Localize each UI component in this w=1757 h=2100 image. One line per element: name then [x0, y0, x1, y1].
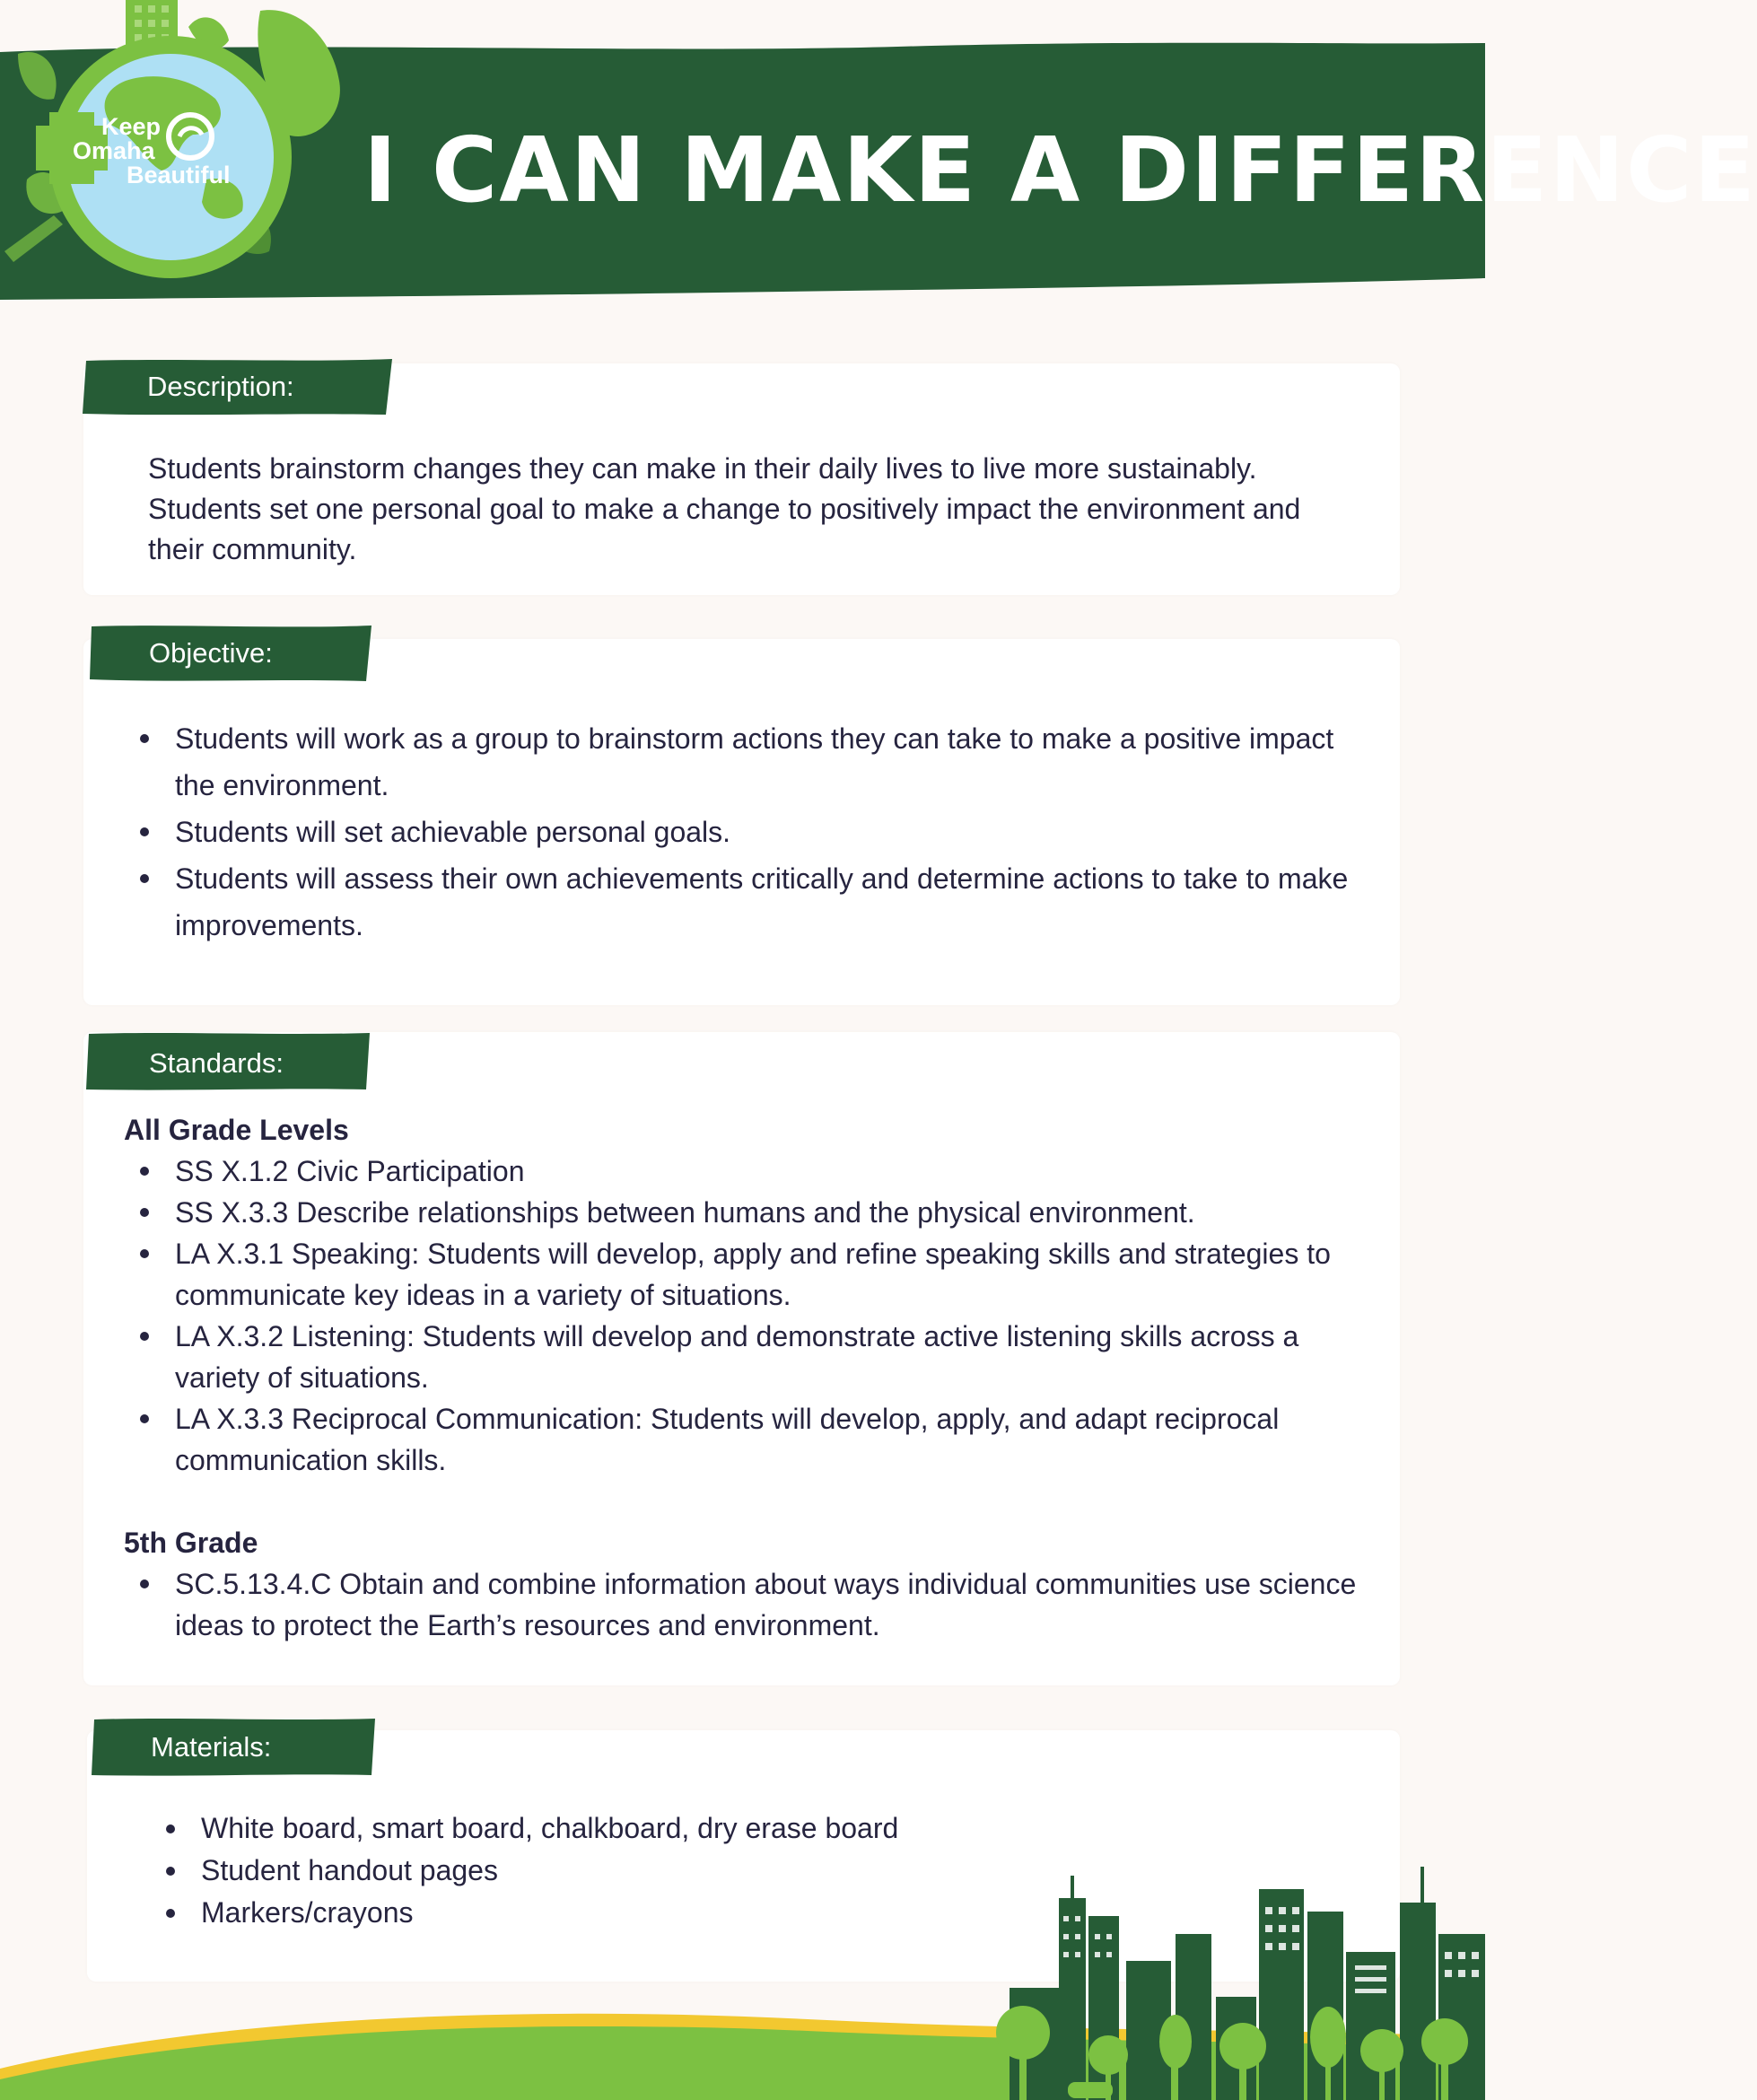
list-item: SS X.3.3 Describe relationships between humans and the physical environment.: [124, 1192, 1380, 1233]
standards-tab: [84, 1030, 373, 1089]
standards-content: [124, 1109, 1380, 1646]
standards-label: Standards:: [149, 1047, 284, 1079]
description-text: Students brainstorm changes they can make in their daily lives to live more sustainably. Students set one personal goal to make a change to positively impact the environment and their community.: [148, 452, 1301, 565]
list-item: Students will work as a group to brainstorm actions they can take to make a positive impact the environment.: [124, 715, 1355, 809]
objective-tab: [88, 624, 375, 683]
objective-list: [124, 715, 1355, 949]
standards-list-5th-grade: [124, 1563, 1380, 1646]
description-label: Description:: [147, 371, 294, 402]
page-title: I CAN MAKE A DIFFERENCE: [363, 118, 1757, 223]
list-item: LA X.3.2 Listening: Students will develop and demonstrate active listening skills across a variety of situations.: [124, 1316, 1380, 1398]
logo-line-3: Beautiful: [127, 162, 231, 188]
logo-wordmark: [67, 115, 247, 188]
list-item: Students will assess their own achievements critically and determine actions to take to make improvements.: [124, 855, 1355, 949]
list-item: Markers/crayons: [150, 1892, 1047, 1934]
logo-line-1: Keep: [101, 113, 162, 140]
materials-label: Materials:: [151, 1731, 272, 1763]
list-item: SS X.1.2 Civic Participation: [124, 1151, 1380, 1192]
list-item: LA X.3.3 Reciprocal Communication: Students will develop, apply, and adapt reciprocal communication skills.: [124, 1398, 1380, 1481]
list-item: LA X.3.1 Speaking: Students will develop, apply and refine speaking skills and strategies to communicate key ideas in a variety of situations.: [124, 1233, 1380, 1316]
standards-group-heading: All Grade Levels: [124, 1114, 349, 1146]
logo-line-2: Omaha: [73, 137, 155, 164]
standards-group-heading: 5th Grade: [124, 1527, 258, 1559]
city-skyline-illustration: [974, 1862, 1485, 2100]
description-tab: [81, 357, 395, 416]
objective-label: Objective:: [149, 637, 273, 669]
list-item: White board, smart board, chalkboard, dry erase board: [150, 1807, 1047, 1850]
list-item: Students will set achievable personal goals.: [124, 809, 1355, 855]
materials-list: [150, 1807, 1047, 1934]
materials-tab: [90, 1716, 379, 1775]
list-item: SC.5.13.4.C Obtain and combine information about ways individual communities use science ideas to protect the Earth’s resources and environment.: [124, 1563, 1380, 1646]
standards-list-all-grades: [124, 1151, 1380, 1481]
list-item: Student handout pages: [150, 1850, 1047, 1892]
